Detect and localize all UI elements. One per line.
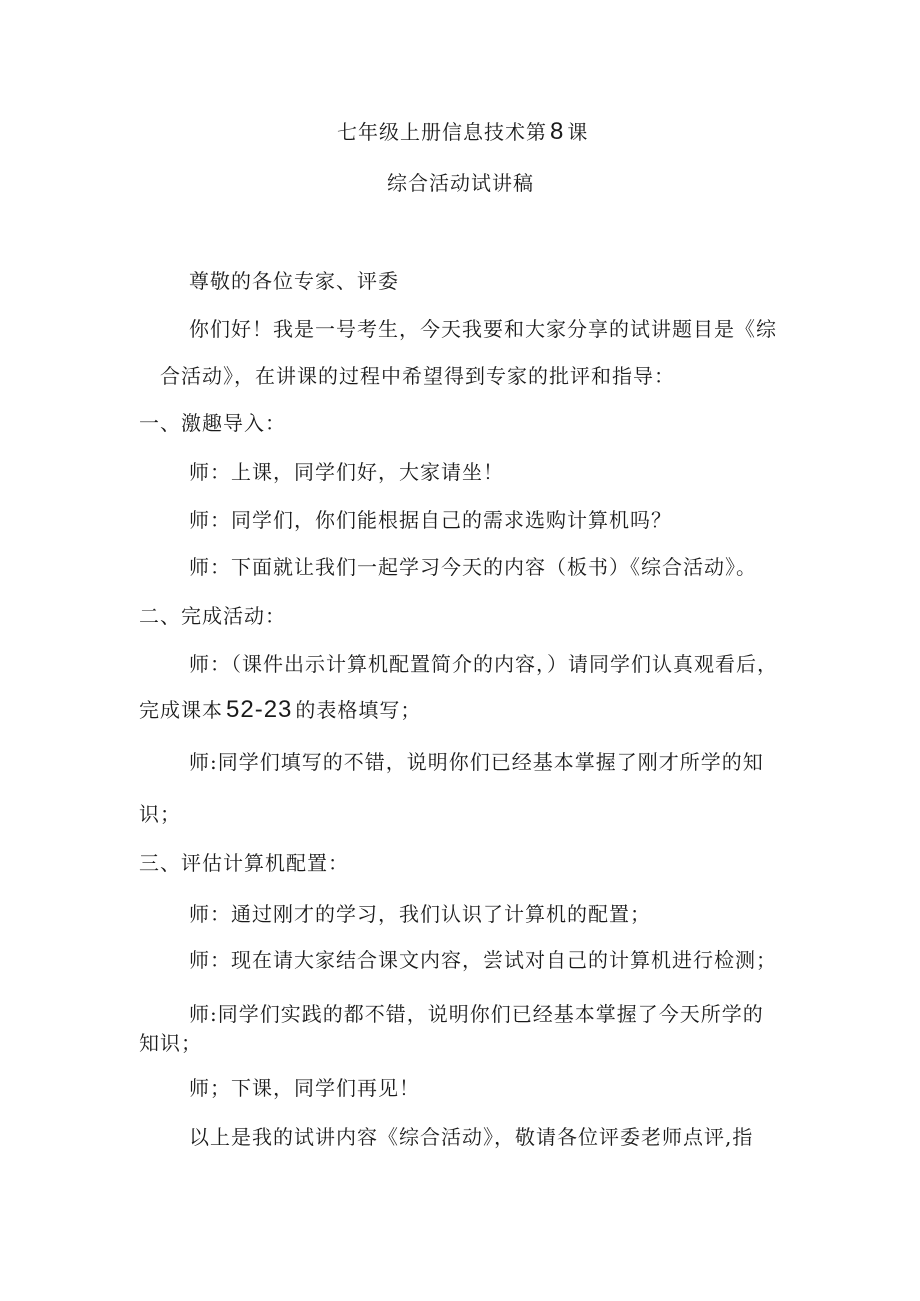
salutation: 尊敬的各位专家、评委 [189, 269, 399, 293]
section-1-paragraph-3: 师：下面就让我们一起学习今天的内容（板书）《综合活动》。 [189, 555, 757, 579]
section-1-paragraph-1: 师：上课，同学们好，大家请坐！ [189, 460, 504, 484]
section-3-heading: 三、评估计算机配置： [139, 851, 349, 875]
intro-line-1: 你们好！我是一号考生，今天我要和大家分享的试讲题目是《综 [189, 317, 777, 341]
closing-line-1: 以上是我的试讲内容《综合活动》，敬请各位评委老师点评,指 [189, 1125, 754, 1149]
section-3-paragraph-4: 师；下课，同学们再见！ [189, 1076, 420, 1100]
intro-line-2: 合活动》，在讲课的过程中希望得到专家的批评和指导： [160, 364, 675, 388]
section-3-paragraph-2: 师：现在请大家结合课文内容，尝试对自己的计算机进行检测； [189, 948, 777, 972]
textbook-text-suffix: 的表格填写； [295, 698, 422, 722]
title-suffix: 课 [567, 120, 589, 144]
textbook-text: 完成课本 [139, 698, 223, 722]
section-1-paragraph-2: 师：同学们，你们能根据自己的需求选购计算机吗？ [189, 508, 672, 532]
section-2-paragraph-1-line-1: 师：（课件出示计算机配置简介的内容，）请同学们认真观看后， [189, 652, 778, 676]
section-3-paragraph-1: 师：通过刚才的学习，我们认识了计算机的配置； [189, 902, 651, 926]
lesson-number: 8 [550, 118, 565, 145]
title-line-1 [337, 119, 588, 145]
title-text: 七年级上册信息技术第 [337, 120, 547, 144]
page-range: 52-23 [226, 696, 293, 723]
section-1-heading: 一、激趣导入： [139, 411, 286, 435]
section-2-paragraph-2-line-1: 师:同学们填写的不错，说明你们已经基本掌握了刚才所学的知 [189, 750, 764, 774]
section-2-heading: 二、完成活动： [139, 604, 286, 628]
section-3-paragraph-3-line-1: 师:同学们实践的都不错，说明你们已经基本掌握了今天所学的 [189, 1002, 764, 1026]
section-2-paragraph-2-line-2: 识； [139, 802, 181, 826]
section-2-paragraph-1-line-2 [139, 697, 421, 723]
section-3-paragraph-3-line-2: 知识； [139, 1031, 202, 1055]
title-line-2: 综合活动试讲稿 [387, 171, 534, 195]
